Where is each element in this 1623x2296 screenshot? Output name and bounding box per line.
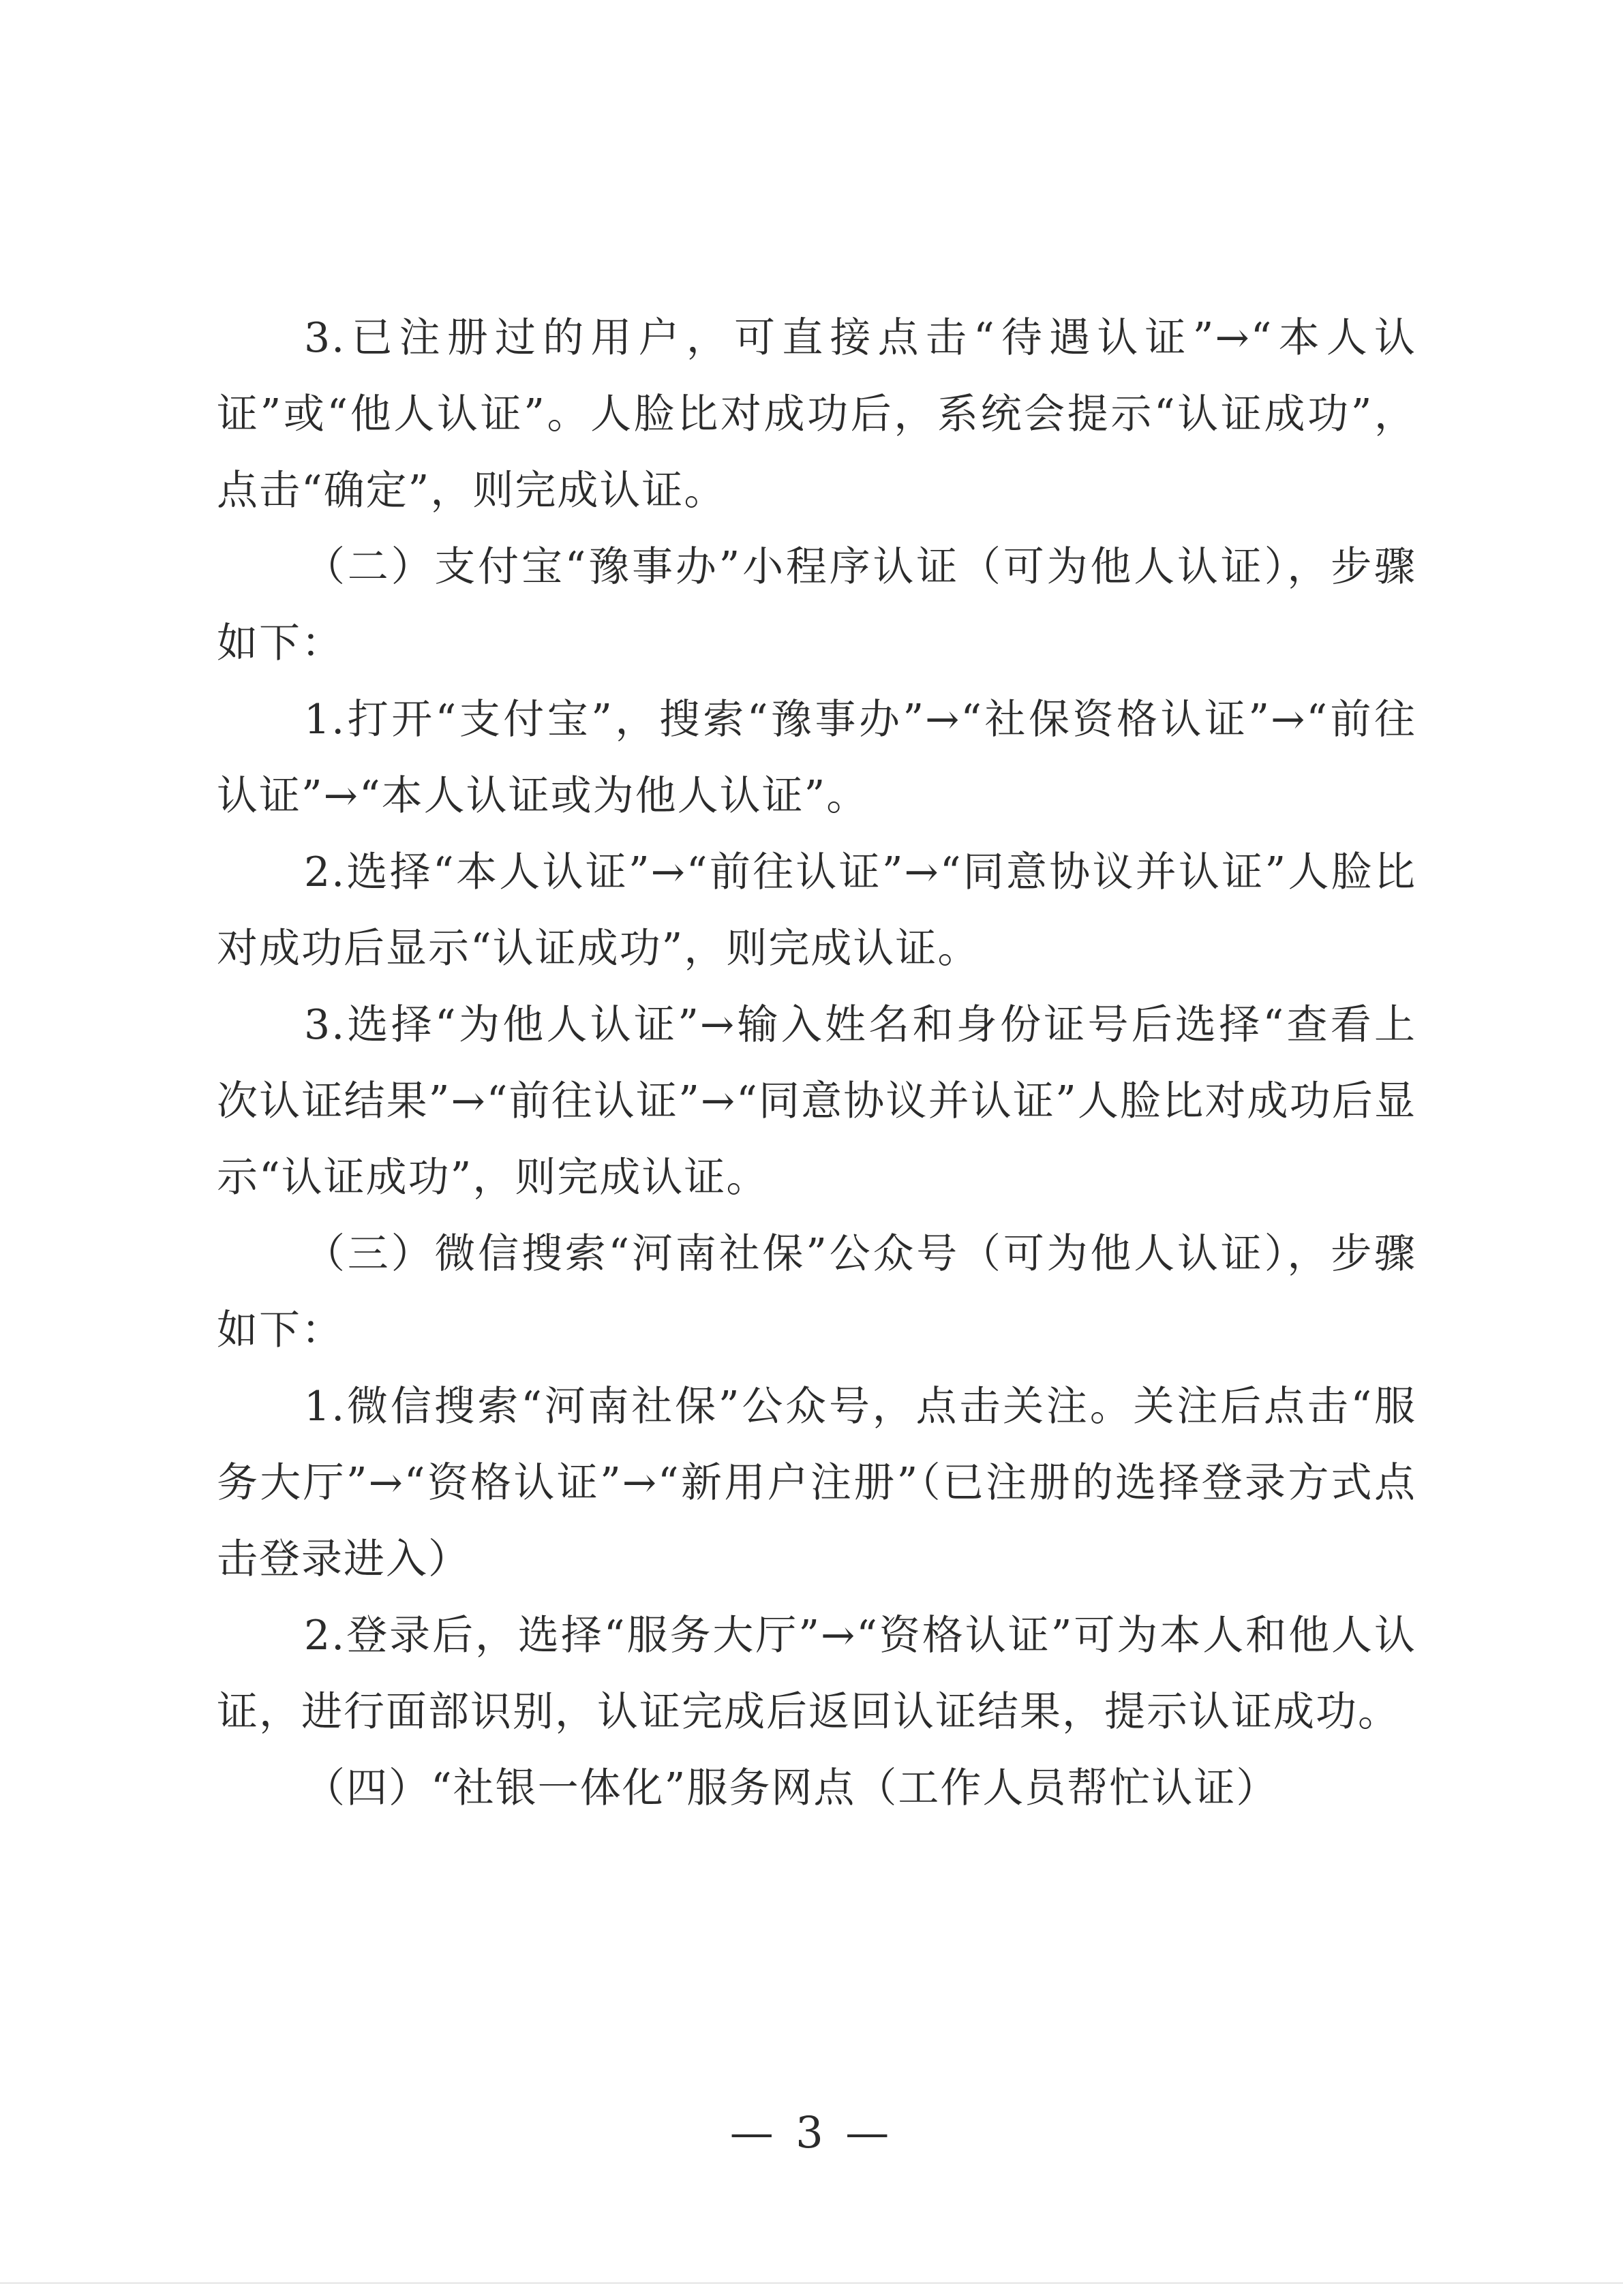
page-number: — 3 —: [729, 2108, 894, 2158]
paragraph-alipay-step-1: 1.打开“支付宝”，搜索“豫事办”→“社保资格认证”→“前往认证”→“本人认证或为他人认证”。: [217, 696, 1416, 820]
heading-wechat-official-account: （三）微信搜索“河南社保”公众号（可为他人认证），步骤如下：: [217, 1230, 1416, 1354]
document-body: [217, 300, 1416, 1826]
paragraph-alipay-step-2: 2.选择“本人认证”→“前往认证”→“同意协议并认证”人脸比对成功后显示“认证成功”，则完成认证。: [217, 848, 1416, 973]
paragraph-wechat-step-1: 1.微信搜索“河南社保”公众号，点击关注。关注后点击“服务大厅”→“资格认证”→“新用户注册”（已注册的选择登录方式点击登录进入）: [217, 1383, 1416, 1583]
page-bottom-edge: [0, 2282, 1623, 2284]
heading-bank-service-outlets: （四）“社银一体化”服务网点（工作人员帮忙认证）: [304, 1764, 1279, 1812]
paragraph-wechat-step-2: 2.登录后，选择“服务大厅”→“资格认证”可为本人和他人认证，进行面部识别，认证完成后返回认证结果，提示认证成功。: [217, 1612, 1416, 1736]
heading-alipay-mini-program: （二）支付宝“豫事办”小程序认证（可为他人认证），步骤如下：: [217, 543, 1416, 667]
paragraph-alipay-step-3: 3.选择“为他人认证”→输入姓名和身份证号后选择“查看上次认证结果”→“前往认证”→“同意协议并认证”人脸比对成功后显示“认证成功”，则完成认证。: [217, 1001, 1416, 1201]
paragraph-step-3-registered-users: 3.已注册过的用户，可直接点击“待遇认证”→“本人认证”或“他人认证”。人脸比对成功后，系统会提示“认证成功”，点击“确定”，则完成认证。: [217, 314, 1416, 515]
